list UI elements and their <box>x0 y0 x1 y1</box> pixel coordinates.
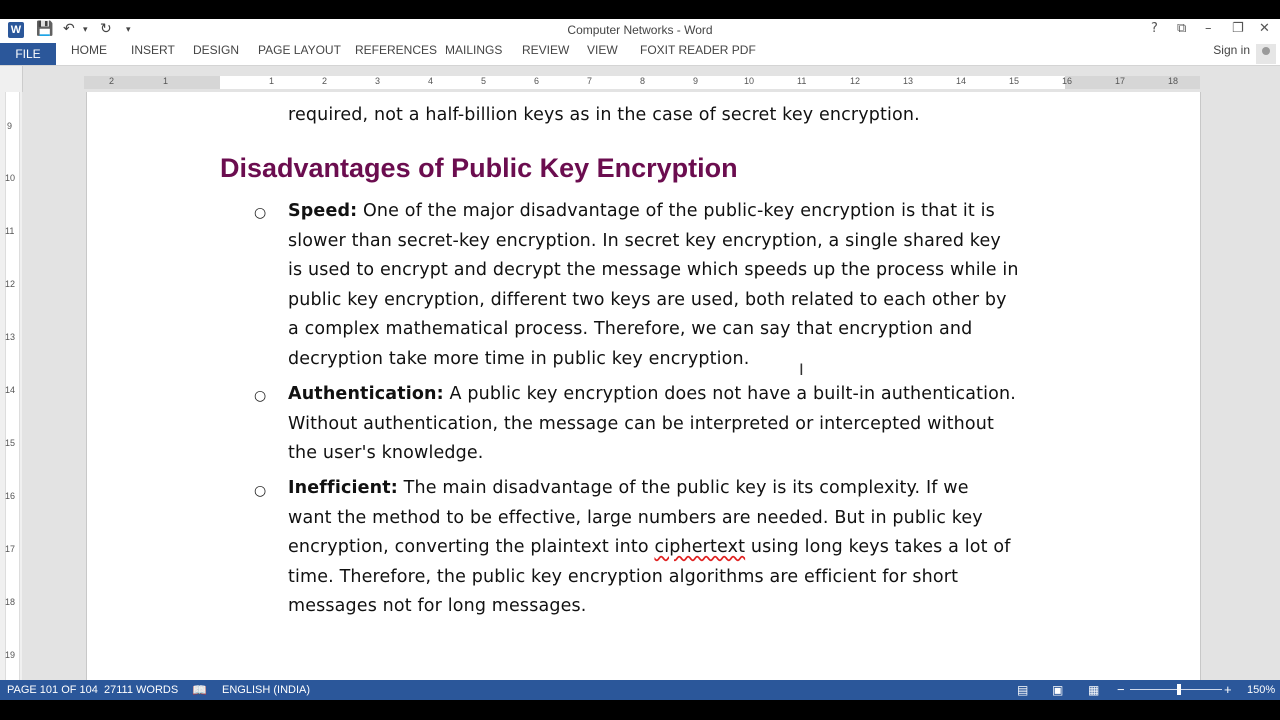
page-count[interactable]: PAGE 101 OF 104 <box>7 684 98 696</box>
ruler-tick: 18 <box>5 597 16 607</box>
list-item-term: Inefficient: <box>288 478 398 498</box>
help-icon[interactable]: ? <box>1151 21 1158 36</box>
language-indicator[interactable]: ENGLISH (INDIA) <box>222 684 311 696</box>
undo-icon[interactable]: ↶ <box>63 21 75 37</box>
ruler-tick: 7 <box>587 76 593 86</box>
restore-icon[interactable]: ❐ <box>1232 21 1244 36</box>
customize-toolbar-icon[interactable]: ▾ <box>126 25 131 35</box>
zoom-slider-track[interactable] <box>1130 689 1222 690</box>
close-icon[interactable]: ✕ <box>1259 21 1270 36</box>
text-line: Without authentication, the message can be interpreted or intercepted without <box>288 413 994 434</box>
text-line <box>288 384 1016 404</box>
list-bullet: ○ <box>254 388 267 404</box>
tab-file[interactable]: FILE <box>0 43 56 65</box>
title-bar <box>0 19 1280 43</box>
ruler-tick: 10 <box>5 173 16 183</box>
save-icon[interactable]: 💾 <box>36 21 54 37</box>
ruler-tick: 2 <box>322 76 328 86</box>
tab-page-layout[interactable]: PAGE LAYOUT <box>258 43 341 57</box>
text-line: time. Therefore, the public key encryption algorithms are efficient for short <box>288 566 959 587</box>
list-item-term: Authentication: <box>288 384 444 404</box>
ruler-tick: 1 <box>163 76 169 86</box>
misspelled-word[interactable]: ciphertext <box>654 537 746 558</box>
tab-insert[interactable]: INSERT <box>131 43 175 57</box>
undo-dropdown-icon[interactable]: ▾ <box>83 25 88 35</box>
ruler-tick: 10 <box>744 76 755 86</box>
ruler-tick: 12 <box>5 279 16 289</box>
ruler-tick: 19 <box>5 650 16 660</box>
print-layout-icon[interactable]: ▣ <box>1052 683 1064 697</box>
list-item-term: Speed: <box>288 201 358 221</box>
list-item-text: A public key encryption does not have a built-in authentication. <box>443 384 1016 404</box>
ruler-tick: 12 <box>850 76 861 86</box>
list-item-text: The main disadvantage of the public key is its complexity. If we <box>397 478 969 498</box>
text-segment: encryption, converting the plaintext into <box>288 537 655 558</box>
text-line <box>288 478 969 498</box>
section-heading: Disadvantages of Public Key Encryption <box>220 153 738 183</box>
ruler-tick: 15 <box>1009 76 1020 86</box>
tab-review[interactable]: REVIEW <box>522 43 570 57</box>
word-count[interactable]: 27111 WORDS <box>104 684 179 696</box>
list-bullet: ○ <box>254 205 267 221</box>
ruler-tick: 4 <box>428 76 434 86</box>
tab-design[interactable]: DESIGN <box>193 43 240 57</box>
tab-references[interactable]: REFERENCES <box>355 43 438 57</box>
ruler-tick: 3 <box>375 76 381 86</box>
ruler-tick: 14 <box>956 76 967 86</box>
zoom-in-button[interactable]: + <box>1224 682 1232 697</box>
text-line <box>288 537 1011 557</box>
text-line: the user's knowledge. <box>288 443 484 464</box>
proofing-icon[interactable]: 📖 <box>192 683 207 697</box>
minimize-icon[interactable]: – <box>1205 21 1212 36</box>
zoom-level[interactable]: 150% <box>1247 684 1276 696</box>
ruler-tick: 8 <box>640 76 646 86</box>
ribbon-display-options-icon[interactable]: ⧉ <box>1177 21 1187 36</box>
ruler-tick: 16 <box>1062 76 1073 86</box>
tab-view[interactable]: VIEW <box>587 43 618 57</box>
word-app-icon[interactable]: W <box>8 22 24 38</box>
ruler-tick: 16 <box>5 491 16 501</box>
list-bullet: ○ <box>254 483 267 499</box>
redo-icon[interactable]: ↻ <box>100 21 112 37</box>
ruler-tick: 2 <box>109 76 115 86</box>
tab-home[interactable]: HOME <box>71 43 107 57</box>
ruler-tick: 14 <box>5 385 16 395</box>
text-line: want the method to be effective, large numbers are needed. But in public key <box>288 507 983 528</box>
top-black-bar <box>0 0 1280 19</box>
zoom-slider-thumb[interactable] <box>1177 684 1181 695</box>
sign-in-link[interactable]: Sign in <box>1213 43 1250 57</box>
ruler-tick: 11 <box>5 226 15 236</box>
text-line: public key encryption, different two keys are used, both related to each other by <box>288 289 1007 310</box>
ruler-tick: 11 <box>797 76 807 86</box>
avatar[interactable] <box>1256 44 1276 64</box>
text-cursor-icon: I <box>799 360 804 379</box>
zoom-out-button[interactable]: − <box>1117 682 1125 697</box>
ruler-tick: 5 <box>481 76 487 86</box>
ruler-tick: 15 <box>5 438 16 448</box>
text-segment: using long keys takes a lot of <box>745 537 1011 558</box>
text-line: messages not for long messages. <box>288 596 587 617</box>
ruler-tick: 13 <box>5 332 16 342</box>
text-line: decryption take more time in public key encryption. <box>288 349 750 369</box>
read-mode-icon[interactable]: ▤ <box>1017 683 1029 697</box>
ruler-tick: 13 <box>903 76 914 86</box>
text-line: required, not a half-billion keys as in the case of secret key encryption. <box>288 105 920 125</box>
text-line: slower than secret-key encryption. In secret key encryption, a single shared key <box>288 230 1001 251</box>
ribbon-tabs <box>0 43 1280 66</box>
ruler-tick: 6 <box>534 76 540 86</box>
ruler-tick: 9 <box>7 121 13 131</box>
tab-mailings[interactable]: MAILINGS <box>445 43 503 57</box>
ruler-tick: 1 <box>269 76 275 86</box>
ruler-tick: 18 <box>1168 76 1179 86</box>
tab-selector[interactable] <box>0 66 23 92</box>
text-line: is used to encrypt and decrypt the message which speeds up the process while in <box>288 260 1019 281</box>
status-bar <box>0 680 1280 700</box>
text-line <box>288 201 995 221</box>
web-layout-icon[interactable]: ▦ <box>1088 683 1100 697</box>
ruler-tick: 17 <box>5 544 16 554</box>
bottom-black-bar <box>0 700 1280 720</box>
ruler-tick: 9 <box>693 76 699 86</box>
document-title: Computer Networks - Word <box>567 23 713 37</box>
ruler-tick: 17 <box>1115 76 1126 86</box>
text-line: a complex mathematical process. Therefore, we can say that encryption and <box>288 319 973 340</box>
list-item-text: One of the major disadvantage of the public-key encryption is that it is <box>357 201 995 221</box>
tab-foxit-reader-pdf[interactable]: FOXIT READER PDF <box>640 43 756 57</box>
